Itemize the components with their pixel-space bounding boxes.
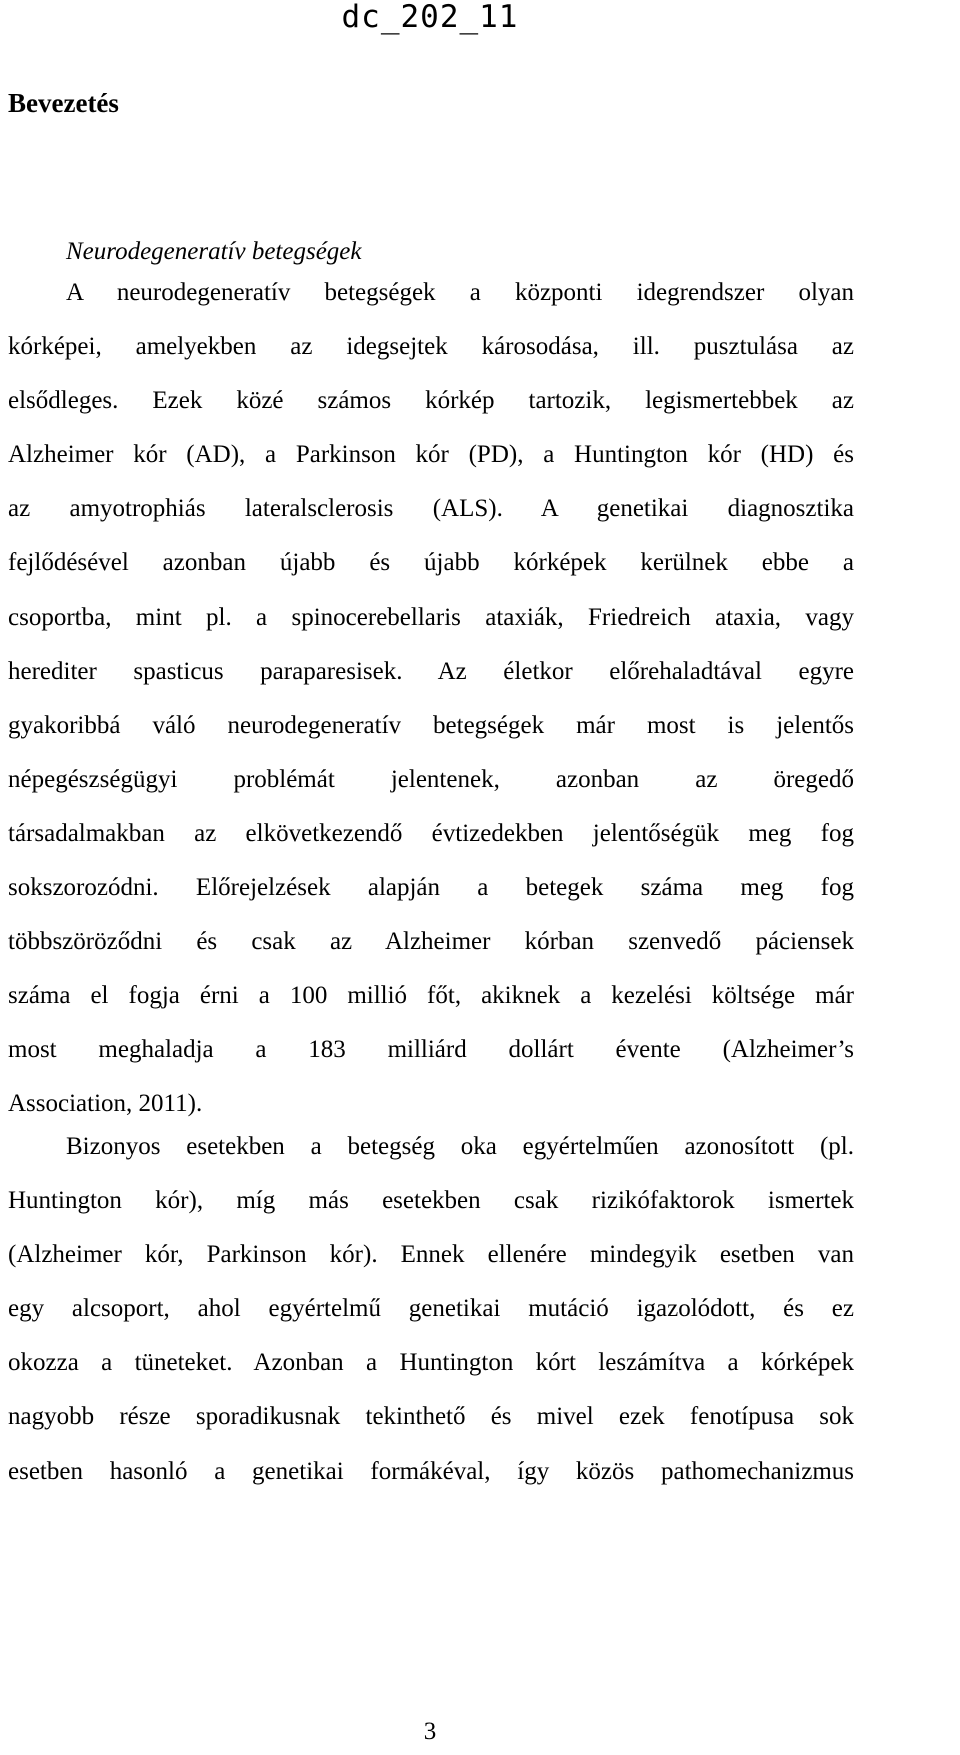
text-line: most meghaladja a 183 milliárd dollárt évente (Alzheimer’s <box>8 1036 854 1064</box>
text-line: kórképei, amelyekben az idegsejtek károsodása, ill. pusztulása az <box>8 333 854 361</box>
text-line: Association, 2011). <box>8 1090 203 1118</box>
text-line: többszöröződni és csak az Alzheimer kórban szenvedő páciensek <box>8 928 854 956</box>
text-line: csoportba, mint pl. a spinocerebellaris ataxiák, Friedreich ataxia, vagy <box>8 603 854 631</box>
text-line: egy alcsoport, ahol egyértelmű genetikai mutáció igazolódott, és ez <box>8 1295 854 1323</box>
text-line: A neurodegeneratív betegségek a központi idegrendszer olyan <box>66 279 854 306</box>
subsection-heading: Neurodegeneratív betegségek <box>66 238 362 265</box>
page-number: 3 <box>423 1718 437 1745</box>
text-line: elsődleges. Ezek közé számos kórkép tartozik, legismertebbek az <box>8 387 854 415</box>
text-line: nagyobb része sporadikusnak tekinthető és mivel ezek fenotípusa sok <box>8 1403 854 1431</box>
document-code-header: dc_202_11 <box>341 0 519 35</box>
text-line: herediter spasticus paraparesisek. Az életkor előrehaladtával egyre <box>8 657 854 685</box>
text-line: Bizonyos esetekben a betegség oka egyértelműen azonosított (pl. <box>66 1133 854 1160</box>
text-line: gyakoribbá váló neurodegeneratív betegségek már most is jelentős <box>8 711 854 739</box>
text-line: száma el fogja érni a 100 millió főt, akiknek a kezelési költsége már <box>8 982 854 1010</box>
text-line: az amyotrophiás lateralsclerosis (ALS). A genetikai diagnosztika <box>8 495 854 523</box>
text-line: fejlődésével azonban újabb és újabb kórképek kerülnek ebbe a <box>8 549 854 577</box>
text-line: okozza a tüneteket. Azonban a Huntington kórt leszámítva a kórképek <box>8 1349 854 1377</box>
text-line: Huntington kór), míg más esetekben csak rizikófaktorok ismertek <box>8 1187 854 1215</box>
text-line: népegészségügyi problémát jelentenek, azonban az öregedő <box>8 765 854 793</box>
paragraph-2 <box>8 1120 854 1499</box>
text-line: (Alzheimer kór, Parkinson kór). Ennek ellenére mindegyik esetben van <box>8 1241 854 1269</box>
text-line: Alzheimer kór (AD), a Parkinson kór (PD), a Huntington kór (HD) és <box>8 441 854 469</box>
text-line: társadalmakban az elkövetkezendő évtizedekben jelentőségük meg fog <box>8 819 854 847</box>
text-line: sokszorozódni. Előrejelzések alapján a betegek száma meg fog <box>8 874 854 902</box>
section-heading: Bevezetés <box>8 88 119 118</box>
text-line: esetben hasonló a genetikai formákéval, így közös pathomechanizmus <box>8 1457 854 1485</box>
paragraph-1 <box>8 266 854 1132</box>
